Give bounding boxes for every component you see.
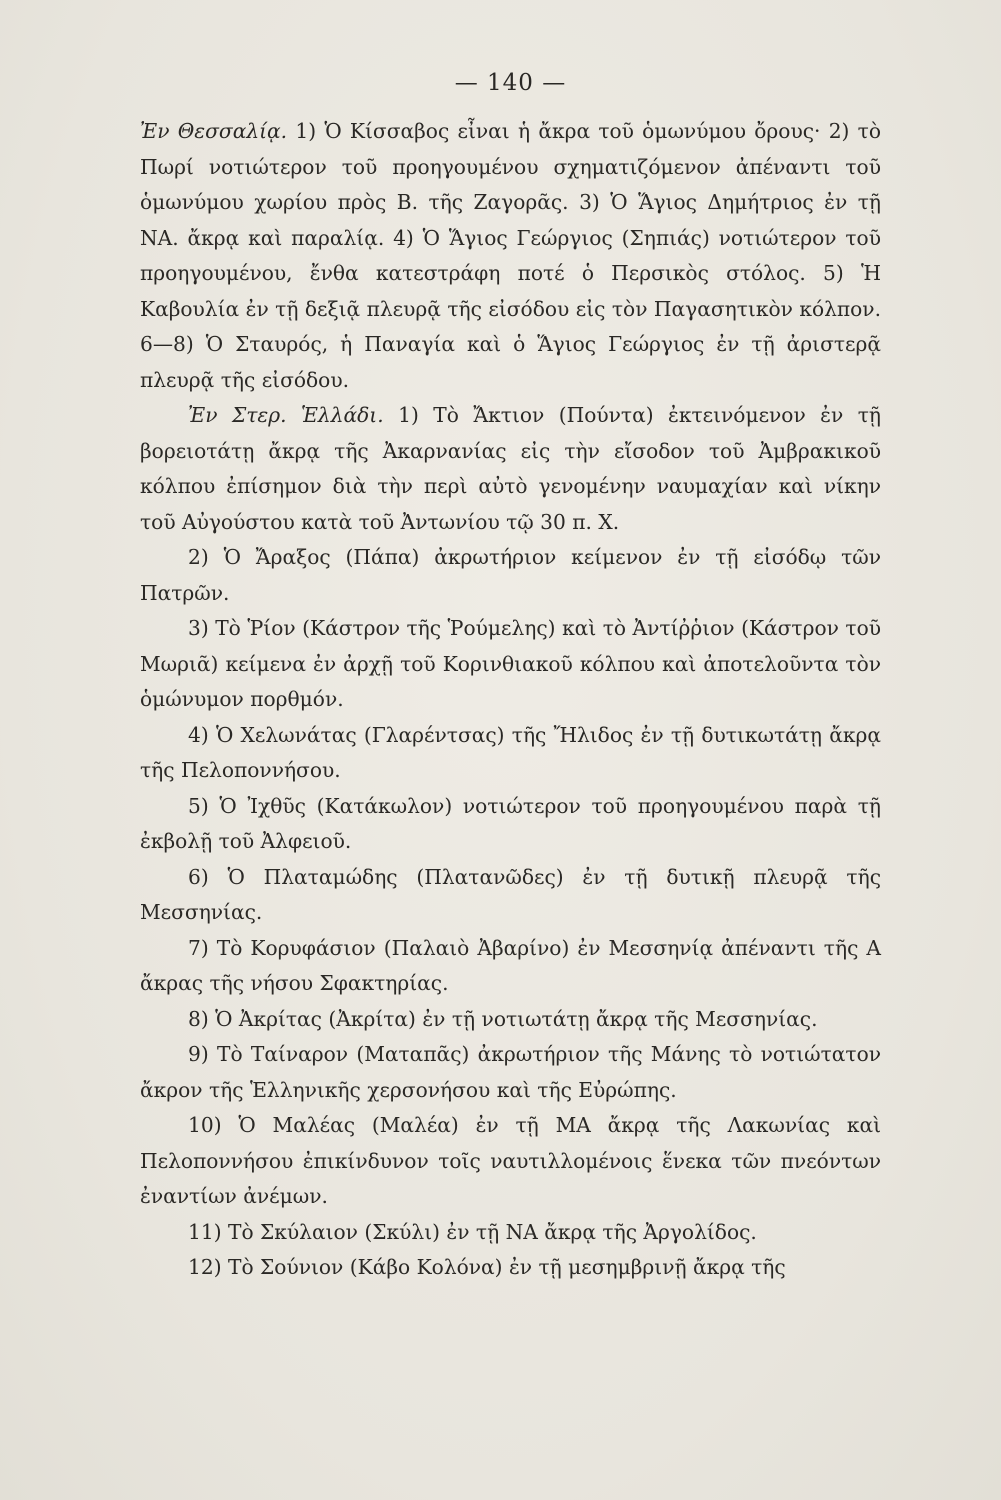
list-item: 8) Ὁ Ἀκρίτας (Ἀκρίτα) ἐν τῇ νοτιωτάτῃ ἄκρᾳ τῆς Μεσσηνίας. [188,1006,818,1031]
region-heading: Ἐν Στερ. Ἑλλάδι. [188,403,384,427]
list-item: 11) Τὸ Σκύλαιον (Σκύλι) ἐν τῇ ΝΑ ἄκρᾳ τῆς Ἀργολίδος. [188,1219,757,1244]
list-item: 9) Τὸ Ταίναρον (Ματαπᾶς) ἀκρωτήριον τῆς Μάνης τὸ νοτιώτατον ἄκρον τῆς Ἑλληνικῆς χερσονήσου καὶ τῆς Εὐρώπης. [140,1042,881,1102]
list-item: 12) Τὸ Σούνιον (Κάβο Κολόνα) ἐν τῇ μεσημβρινῇ ἄκρᾳ τῆς [188,1255,786,1279]
paragraph-text: 1) Τὸ Ἄκτιον (Πούντα) ἐκτεινόμενον ἐν τῇ βορειοτάτῃ ἄκρᾳ τῆς Ἀκαρνανίας εἰς τὴν εἴσοδον τοῦ Ἀμβρακικοῦ κόλπου ἐπίσημον διὰ τὴν περὶ αὐτὸ γενομένην ναυμαχίαν καὶ νίκην τοῦ Αὐγούστου κατὰ τοῦ Ἀντωνίου τῷ 30 π. Χ. [140,403,882,534]
region-heading: Ἐν Θεσσαλίᾳ. [140,119,288,143]
list-item: 6) Ὁ Πλαταμώδης (Πλατανῶδες) ἐν τῇ δυτικῇ πλευρᾷ τῆς Μεσσηνίας. [140,864,881,924]
list-item: 10) Ὁ Μαλέας (Μαλέα) ἐν τῇ ΜΑ ἄκρᾳ τῆς Λακωνίας καὶ Πελοποννήσου ἐπικίνδυνον τοῖς ναυτιλλομένοις ἕνεκα τῶν πνεόντων ἐναντίων ἀνέμων. [140,1113,881,1208]
list-item: 7) Τὸ Κορυφάσιον (Παλαιὸ Ἀβαρίνο) ἐν Μεσσηνίᾳ ἀπέναντι τῆς Α ἄκρας τῆς νήσου Σφακτηρίας. [140,935,881,995]
page-number: — 140 — [454,70,567,96]
paragraph-thessaly [140,114,881,398]
list-item: 5) Ὁ Ἰχθῦς (Κατάκωλον) νοτιώτερον τοῦ προηγουμένου παρὰ τῇ ἐκβολῇ τοῦ Ἀλφειοῦ. [140,793,881,853]
paragraph-sterea-ellada [140,398,881,540]
paragraph-text: 1) Ὁ Κίσσαβος εἶναι ἡ ἄκρα τοῦ ὁμωνύμου ὄρους· 2) τὸ Πωρί νοτιώτερον τοῦ προηγουμένου σχηματιζόμενον ἀπέναντι τοῦ ὁμωνύμου χωρίου πρὸς Β. τῆς Ζαγορᾶς. 3) Ὁ Ἅγιος Δημήτριος ἐν τῇ ΝΑ. ἄκρᾳ καὶ παραλίᾳ. 4) Ὁ Ἅγιος Γεώργιος (Σηπιάς) νοτιώτερον τοῦ προηγουμένου, ἔνθα κατεστράφη ποτέ ὁ Περσικὸς στόλος. 5) Ἡ Καβουλία ἐν τῇ δεξιᾷ πλευρᾷ τῆς εἰσόδου εἰς τὸν Παγασητικὸν κόλπον. 6—8) Ὁ Σταυρός, ἡ Παναγία καὶ ὁ Ἅγιος Γεώργιος ἐν τῇ ἀριστερᾷ πλευρᾷ τῆς εἰσόδου. [140,119,881,392]
list-item: 3) Τὸ Ῥίον (Κάστρον τῆς Ῥούμελης) καὶ τὸ Ἀντίῤῥιον (Κάστρον τοῦ Μωριᾶ) κείμενα ἐν ἀρχῇ τοῦ Κορινθιακοῦ κόλπου καὶ ἀποτελοῦντα τὸν ὁμώνυμον πορθμόν. [140,616,881,711]
list-item: 4) Ὁ Χελωνάτας (Γλαρέντσας) τῆς Ἤλιδος ἐν τῇ δυτικωτάτῃ ἄκρᾳ τῆς Πελοποννήσου. [140,722,881,782]
list-item: 2) Ὁ Ἄραξος (Πάπα) ἀκρωτήριον κείμενον ἐν τῇ εἰσόδῳ τῶν Πατρῶν. [140,545,881,605]
